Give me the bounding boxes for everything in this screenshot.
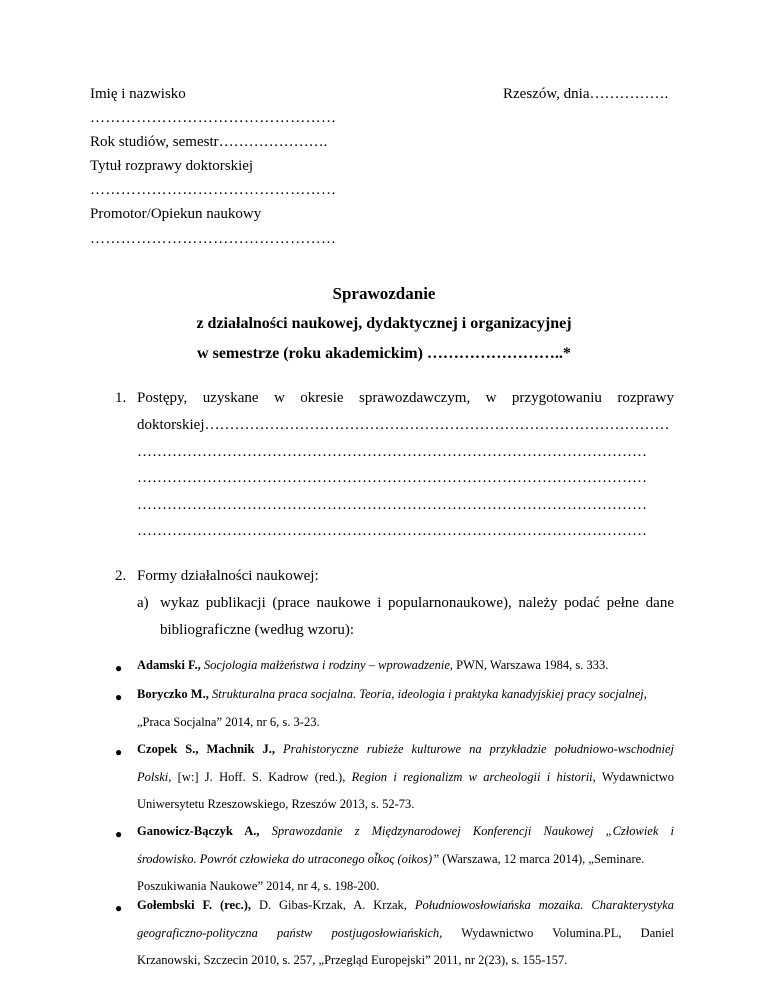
- bib-author: Adamski F.,: [137, 658, 201, 672]
- bib-details: , Wydawnictwo: [592, 769, 674, 784]
- name-dots: …………………………………………: [90, 110, 337, 126]
- section-1-dots-line: …………………………………………………………………………………………: [137, 444, 647, 460]
- bullet-icon: ●: [115, 745, 123, 759]
- supervisor-label: Promotor/Opiekun naukowy: [90, 206, 262, 222]
- bibliography-entry: [137, 681, 674, 736]
- bib-title-cont: Polski: [137, 769, 169, 784]
- bib-book-title: Region i regionalizm w archeologii i historii: [351, 769, 593, 784]
- bib-title: Strukturalna praca socjalna. Teoria, ideologia i praktyka kanadyjskiej pracy socjalnej: [211, 687, 644, 701]
- bib-author: Ganowicz-Bączyk A.,: [137, 824, 260, 838]
- bibliography-entry: [137, 818, 674, 901]
- bullet-icon: ●: [115, 690, 123, 704]
- bibliography-entry: [137, 652, 674, 680]
- section-1-text-line1: Postępy, uzyskane w okresie sprawozdawczym, w przygotowaniu rozprawy: [137, 390, 674, 406]
- name-label: Imię i nazwisko: [90, 86, 186, 102]
- bib-details: D. Gibas-Krzak, A. Krzak,: [251, 898, 415, 912]
- bib-title: Sprawozdanie z Międzynarodowej Konferencji Naukowej „Człowiek i: [271, 824, 674, 838]
- supervisor-dots: …………………………………………: [90, 231, 337, 247]
- section-1-number: 1.: [115, 390, 127, 406]
- report-period: w semestrze (roku akademickim) ……………………..*: [197, 345, 571, 362]
- bibliography-entry: [137, 892, 674, 975]
- year-semester-label: Rok studiów, semestr………………….: [90, 134, 328, 150]
- bullet-icon: ●: [115, 901, 123, 915]
- bib-details-line3: Krzanowski, Szczecin 2010, s. 257, „Przegląd Europejski” 2011, nr 2(23), s. 155-157.: [137, 953, 568, 967]
- bib-details: , PWN, Warszawa 1984, s. 333.: [449, 658, 609, 672]
- bib-title-cont: środowisko. Powrót człowieka do utraconego oἶkoς (oikos)”: [137, 851, 440, 866]
- thesis-title-label: Tytuł rozprawy doktorskiej: [90, 158, 254, 174]
- section-1-dots-line: …………………………………………………………………………………………: [137, 497, 647, 513]
- bib-details-line2: „Praca Socjalna” 2014, nr 6, s. 3-23.: [137, 714, 320, 729]
- section-1-dots-line: …………………………………………………………………………………………: [137, 470, 647, 486]
- section-2a-text-line1: wykaz publikacji (prace naukowe i popularnonaukowe), należy podać pełne dane: [160, 595, 674, 611]
- section-2-heading: Formy działalności naukowej:: [137, 568, 319, 584]
- bib-details: (Warszawa, 12 marca 2014), „Seminare.: [439, 851, 645, 866]
- section-1-dots-line: …………………………………………………………………………………………: [137, 523, 647, 539]
- bib-details-line3: Uniwersytetu Rzeszowskiego, Rzeszów 2013, s. 52-73.: [137, 797, 415, 811]
- bib-details-line3: Poszukiwania Naukowe” 2014, nr 4, s. 198-200.: [137, 879, 380, 893]
- bib-details: ,: [643, 687, 647, 701]
- bib-author: Gołembski F. (rec.),: [137, 898, 252, 912]
- bib-author: Boryczko M.,: [137, 687, 209, 701]
- bib-title-cont: geograficzno-polityczna państw postjugosłowiańskich: [137, 925, 440, 940]
- report-title: Sprawozdanie: [332, 284, 436, 303]
- bib-details: , [w:] J. Hoff. S. Kadrow (red.),: [168, 769, 352, 784]
- bib-author: Czopek S., Machnik J.,: [137, 742, 275, 756]
- section-1-text-line2: doktorskiej…………………………………………………………………………………: [137, 417, 670, 433]
- bullet-icon: ●: [115, 827, 123, 841]
- place-date: Rzeszów, dnia…………….: [503, 86, 669, 102]
- section-2a-text-line2: bibliograficzne (według wzoru):: [160, 622, 355, 638]
- section-2a-letter: a): [137, 595, 149, 611]
- bibliography-entry: [137, 736, 674, 819]
- bullet-icon: ●: [115, 661, 123, 675]
- thesis-dots: …………………………………………: [90, 182, 337, 198]
- bib-title: Socjologia małżeństwa i rodziny – wprowadzenie: [203, 658, 450, 672]
- bib-title: Prahistoryczne rubieże kulturowe na przykładzie południowo-wschodniej: [283, 742, 675, 756]
- bib-details: , Wydawnictwo Volumina.PL, Daniel: [439, 925, 674, 940]
- bib-title: Południowosłowiańska mozaika. Charakterystyka: [414, 898, 674, 912]
- section-2-number: 2.: [115, 568, 127, 584]
- report-subtitle: z działalności naukowej, dydaktycznej i organizacyjnej: [196, 315, 572, 332]
